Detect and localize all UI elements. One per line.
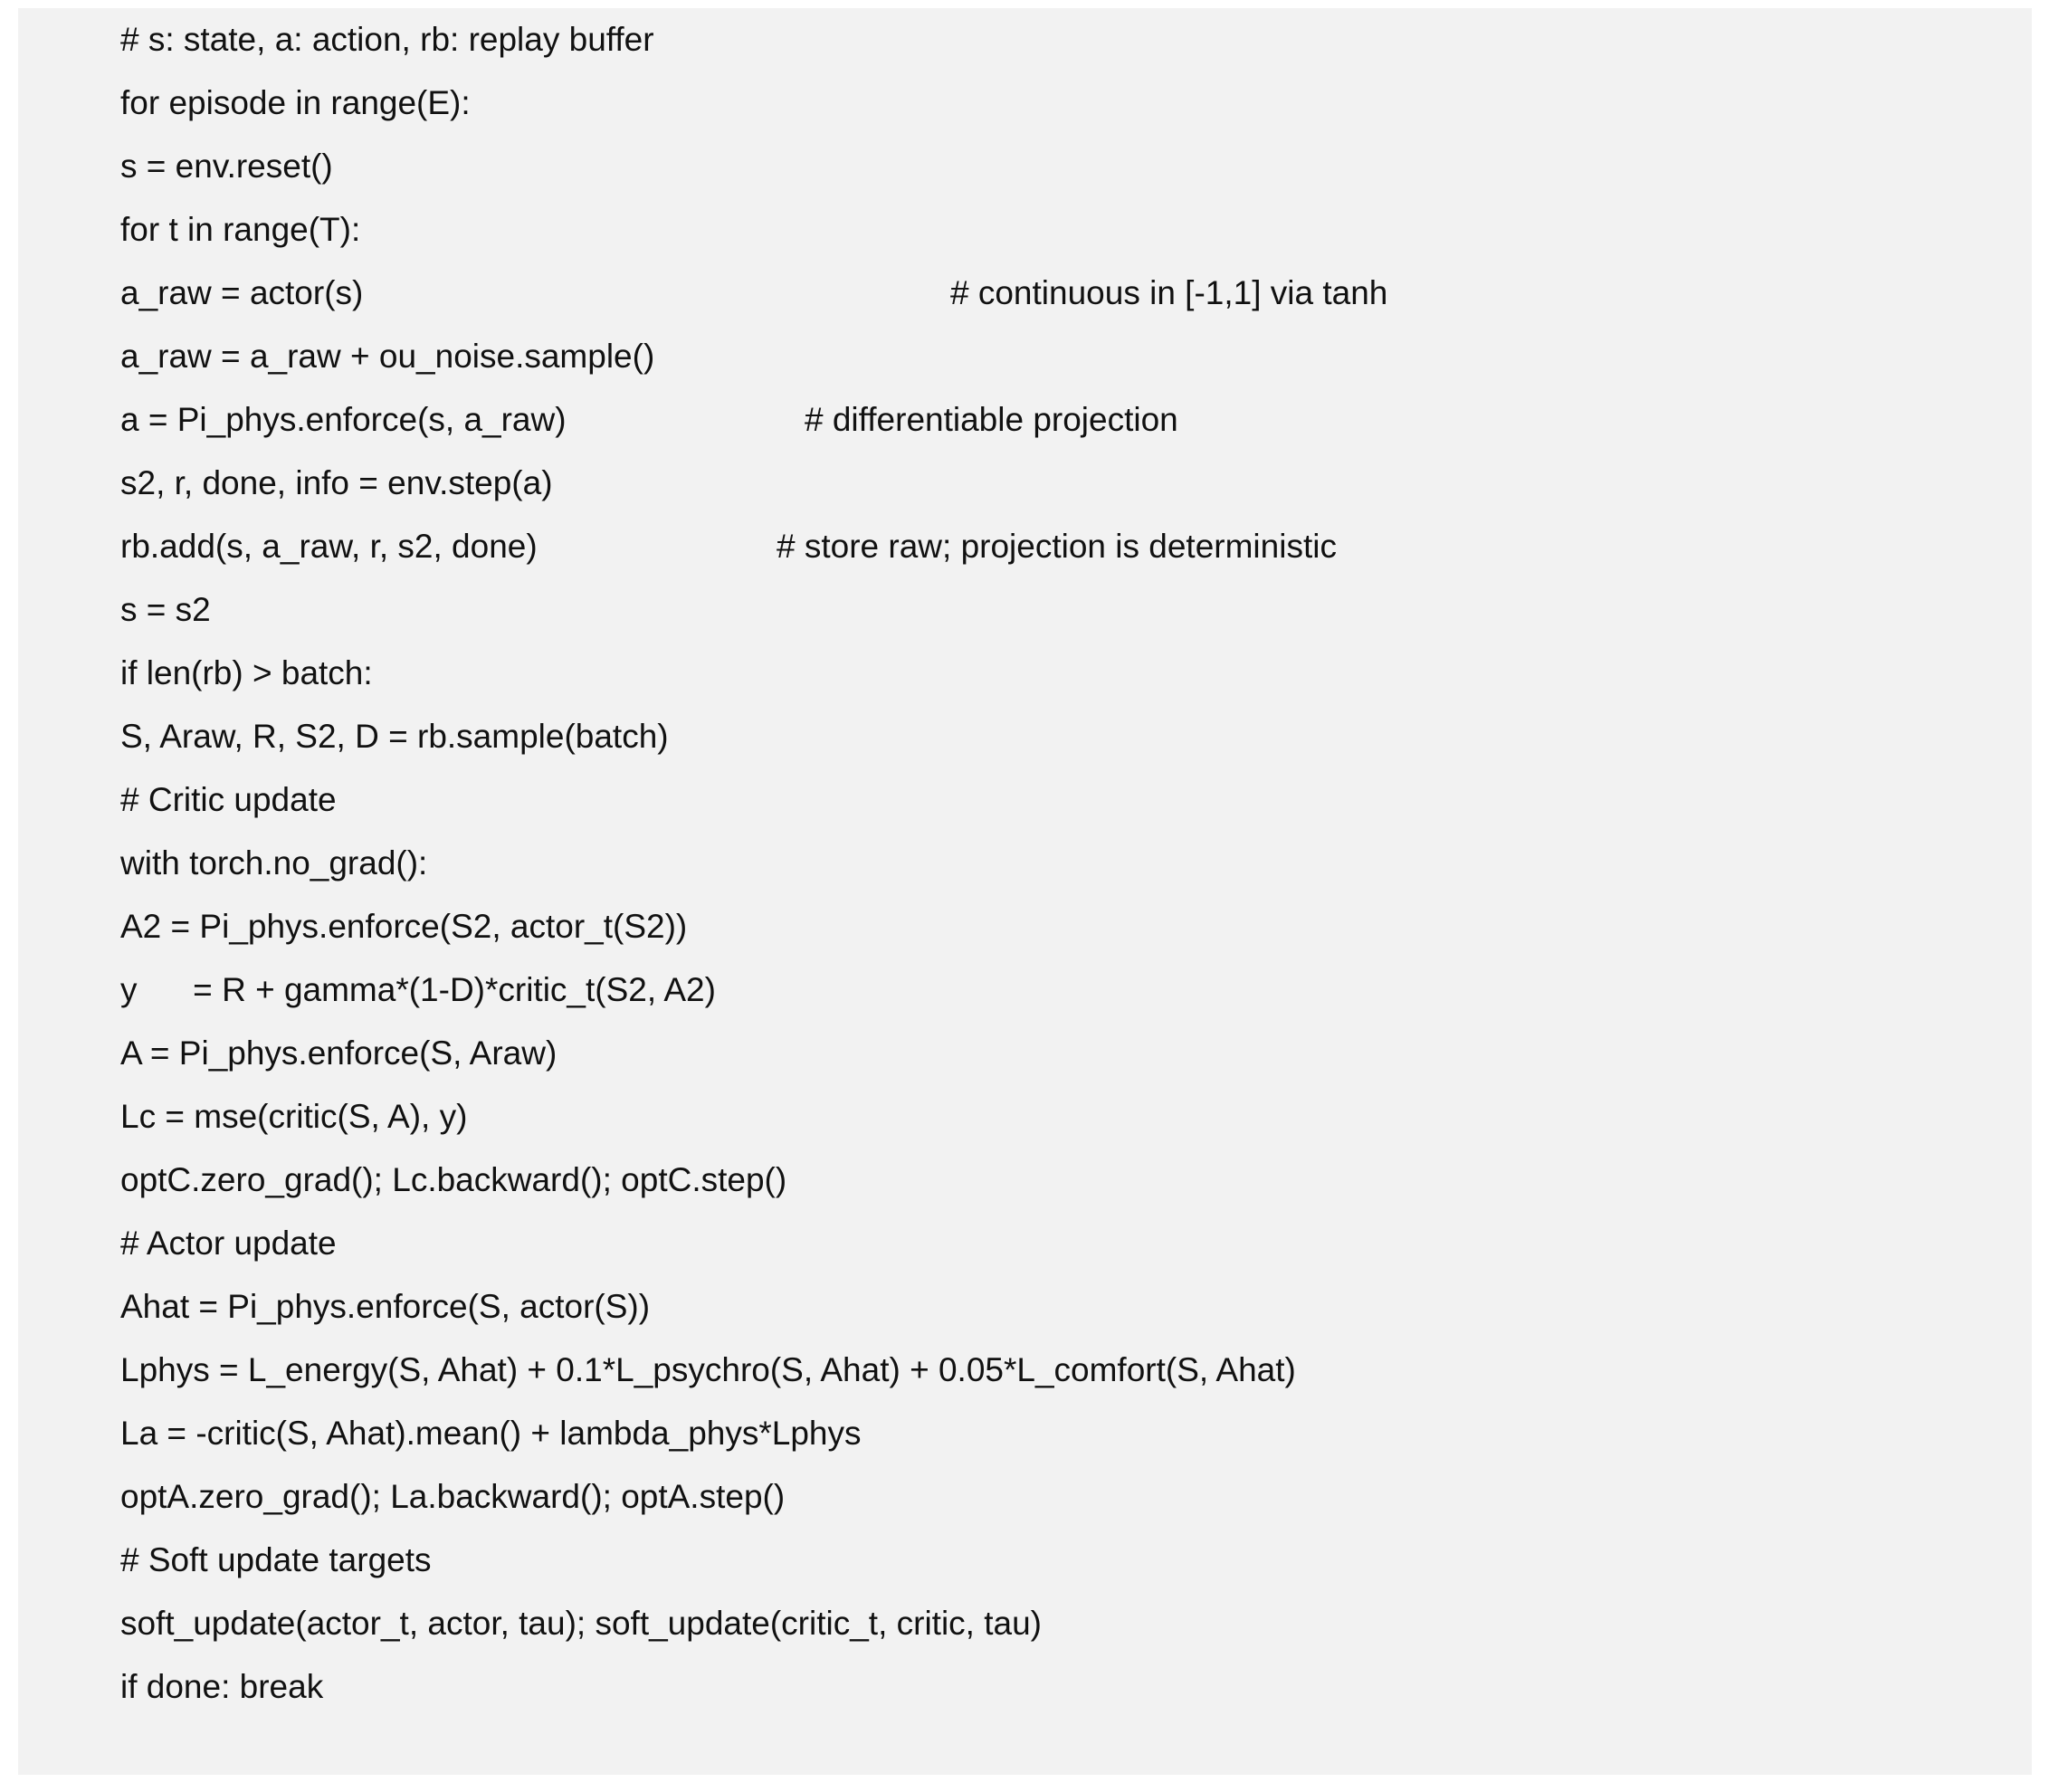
code-text: if len(rb) > batch: — [120, 654, 373, 691]
code-line — [120, 325, 654, 388]
code-line — [120, 1212, 337, 1275]
code-text: a = Pi_phys.enforce(s, a_raw) — [120, 401, 567, 438]
code-line — [120, 71, 471, 135]
code-text: for t in range(T): — [120, 211, 361, 248]
code-line — [120, 895, 687, 958]
code-text: for episode in range(E): — [120, 84, 471, 121]
code-text: A2 = Pi_phys.enforce(S2, actor_t(S2)) — [120, 908, 688, 945]
code-text: a_raw = a_raw + ou_noise.sample() — [120, 338, 655, 375]
code-line — [120, 388, 1178, 452]
code-line — [120, 1402, 862, 1465]
code-line — [120, 452, 553, 515]
code-line — [120, 1592, 1042, 1655]
code-text: # s: state, a: action, rb: replay buffer — [120, 21, 654, 58]
code-line — [120, 768, 337, 832]
code-text: # Critic update — [120, 781, 337, 818]
code-text: # Soft update targets — [120, 1541, 432, 1578]
code-text: Ahat = Pi_phys.enforce(S, actor(S)) — [120, 1288, 651, 1325]
code-text: S, Araw, R, S2, D = rb.sample(batch) — [120, 718, 669, 755]
code-line — [120, 1022, 557, 1085]
code-text: if done: break — [120, 1668, 324, 1705]
code-text: Lc = mse(critic(S, A), y) — [120, 1098, 468, 1135]
code-block — [18, 8, 2032, 1775]
code-text: La = -critic(S, Ahat).mean() + lambda_phys*Lphys — [120, 1415, 862, 1452]
code-line — [120, 705, 669, 768]
code-line — [120, 642, 373, 705]
code-text: rb.add(s, a_raw, r, s2, done) — [120, 528, 538, 565]
code-line — [120, 1529, 432, 1592]
code-line — [120, 198, 360, 262]
code-line — [120, 1465, 785, 1529]
code-line — [120, 1339, 1296, 1402]
code-line — [120, 8, 654, 71]
code-text: soft_update(actor_t, actor, tau); soft_update(critic_t, critic, tau) — [120, 1605, 1042, 1642]
code-line — [120, 262, 1388, 325]
code-text: s = env.reset() — [120, 148, 333, 185]
code-line — [120, 1149, 786, 1212]
code-line — [120, 1275, 650, 1339]
code-line — [120, 832, 427, 895]
code-line — [120, 958, 716, 1022]
code-text: a_raw = actor(s) — [120, 274, 364, 311]
code-comment: # store raw; projection is deterministic — [777, 528, 1337, 565]
code-line — [120, 1085, 467, 1149]
code-line — [120, 1655, 323, 1719]
code-line — [120, 578, 211, 642]
code-comment: # differentiable projection — [805, 401, 1178, 438]
code-text: with torch.no_grad(): — [120, 844, 428, 882]
code-text: optC.zero_grad(); Lc.backward(); optC.step() — [120, 1161, 787, 1198]
code-text: optA.zero_grad(); La.backward(); optA.step() — [120, 1478, 786, 1515]
code-text: Lphys = L_energy(S, Ahat) + 0.1*L_psychro(S, Ahat) + 0.05*L_comfort(S, Ahat) — [120, 1351, 1296, 1388]
code-text: y = R + gamma*(1-D)*critic_t(S2, A2) — [120, 971, 716, 1008]
code-text: s = s2 — [120, 591, 211, 628]
code-line — [120, 515, 1337, 578]
code-line — [120, 135, 333, 198]
code-text: # Actor update — [120, 1225, 337, 1262]
code-comment: # continuous in [-1,1] via tanh — [950, 274, 1388, 311]
code-text: s2, r, done, info = env.step(a) — [120, 464, 553, 501]
code-text: A = Pi_phys.enforce(S, Araw) — [120, 1034, 558, 1072]
